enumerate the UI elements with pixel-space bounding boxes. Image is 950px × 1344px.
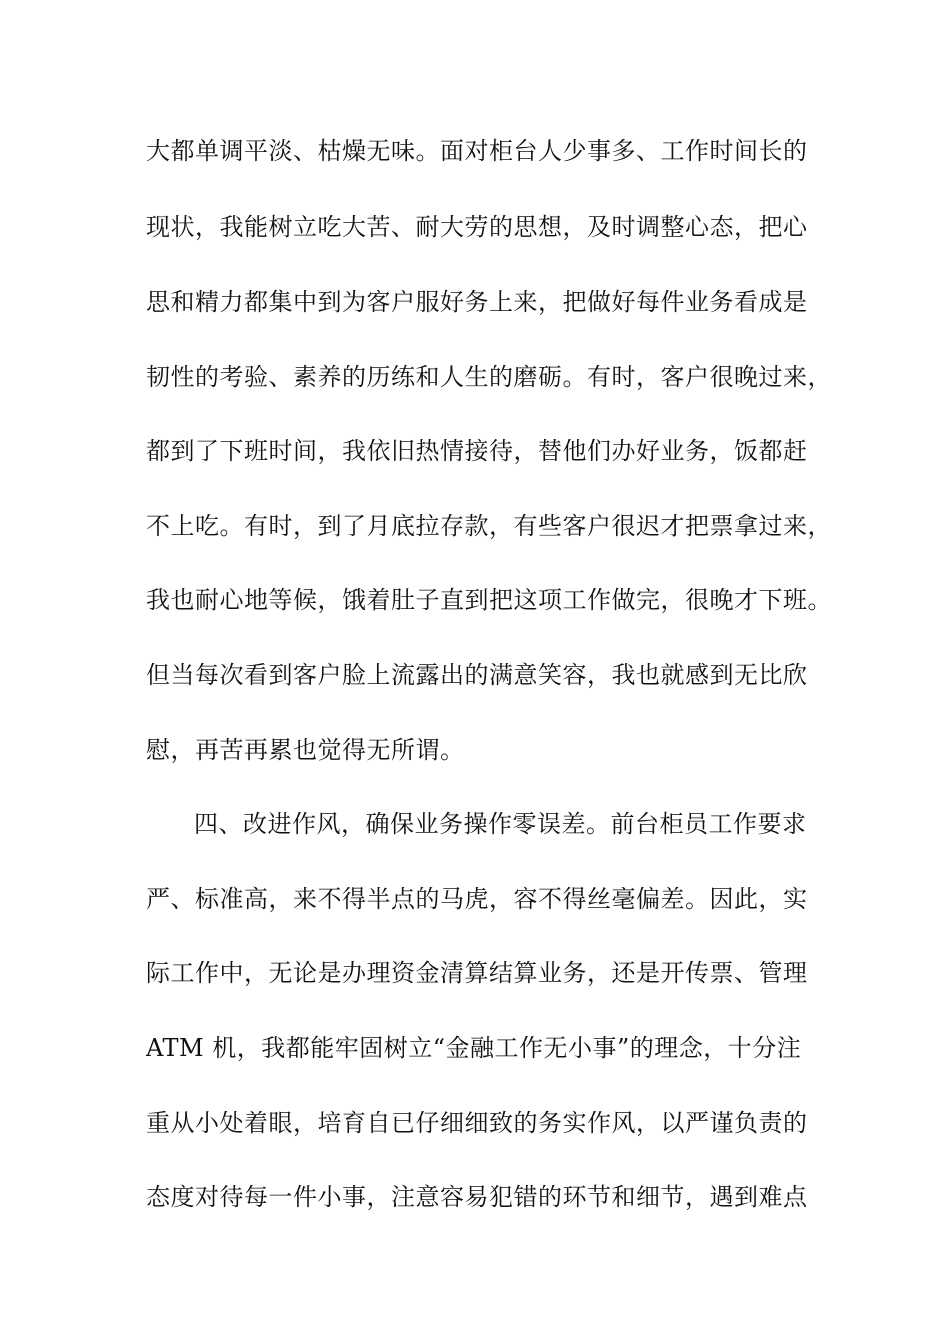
text-line: 不上吃。有时，到了月底拉存款，有些客户很迟才把票拿过来，	[146, 512, 832, 540]
text-line: 但当每次看到客户脸上流露出的满意笑容，我也就感到无比欣	[146, 661, 808, 689]
text-line: 重从小处着眼，培育自已仔细细致的务实作风，以严谨负责的	[146, 1109, 808, 1137]
text-line: 大都单调平淡、枯燥无味。面对柜台人少事多、工作时间长的	[146, 137, 808, 165]
text-line: 我也耐心地等候，饿着肚子直到把这项工作做完，很晚才下班。	[146, 586, 832, 614]
text-line: 思和精力都集中到为客户服好务上来，把做好每件业务看成是	[146, 288, 808, 316]
text-line: 际工作中，无论是办理资金清算结算业务，还是开传票、管理	[146, 959, 808, 987]
text-line: 慰，再苦再累也觉得无所谓。	[146, 736, 465, 764]
text-line: ATM 机，我都能牢固树立“金融工作无小事”的理念，十分注	[146, 1034, 802, 1062]
paragraph-start-line: 四、改进作风，确保业务操作零误差。前台柜员工作要求	[194, 810, 807, 838]
text-line: 态度对待每一件小事，注意容易犯错的环节和细节，遇到难点	[146, 1183, 808, 1211]
text-line: 都到了下班时间，我依旧热情接待，替他们办好业务，饭都赶	[146, 437, 808, 465]
text-line: 严、标准高，来不得半点的马虎，容不得丝毫偏差。因此，实	[146, 885, 808, 913]
text-line: 现状，我能树立吃大苦、耐大劳的思想，及时调整心态，把心	[146, 213, 808, 241]
text-line: 韧性的考验、素养的历练和人生的磨砺。有时，客户很晚过来，	[146, 363, 832, 391]
